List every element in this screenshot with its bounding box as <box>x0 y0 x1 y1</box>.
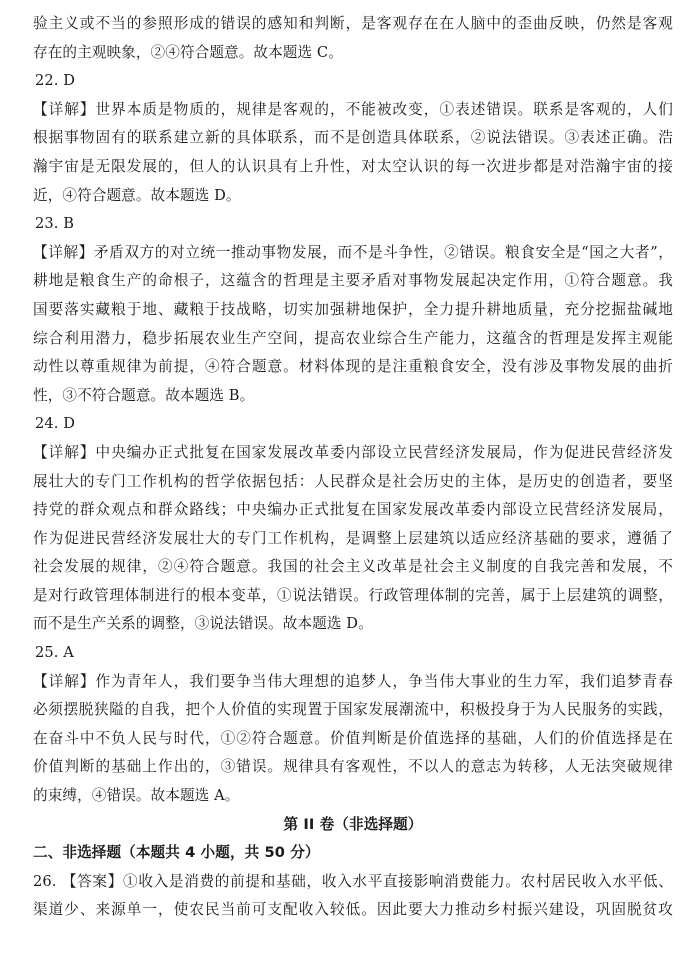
paragraph-line: 综合利用潜力，稳步拓展农业生产空间，提高农业综合生产能力，这蕴含的哲理是发挥主观能 <box>33 329 673 347</box>
question-number: 22. D <box>35 72 76 90</box>
subsection-heading: 二、非选择题（本题共 4 小题，共 50 分） <box>33 844 320 862</box>
paragraph-line: 【详解】中央编办正式批复在国家发展改革委内部设立民营经济发展局，作为促进民营经济发 <box>33 443 673 461</box>
paragraph-line: 国要落实藏粮于地、藏粮于技战略，切实加强耕地保护，全力提升耕地质量，充分挖掘盐碱地 <box>33 300 673 318</box>
paragraph-line: 耕地是粮食生产的命根子，这蕴含的哲理是主要矛盾对事物发展起决定作用，①符合题意。我 <box>33 272 673 290</box>
paragraph-line-end: 存在的主观映象，②④符合题意。故本题选 C。 <box>33 43 343 61</box>
paragraph-line: 26. 【答案】①收入是消费的前提和基础，收入水平直接影响消费能力。农村居民收入水平低、 <box>33 872 673 890</box>
document-page <box>33 10 673 925</box>
paragraph-line: 价值判断的基础上作出的，③错误。规律具有客观性，不以人的意志为转移，人无法突破规律 <box>33 758 673 776</box>
section-title: 第 II 卷（非选择题） <box>283 815 423 833</box>
paragraph-line: 瀚宇宙是无限发展的，但人的认识具有上升性，对太空认识的每一次进步都是对浩瀚宇宙的接 <box>33 157 673 175</box>
question-number: 24. D <box>35 415 76 433</box>
paragraph-line-end: 近，④符合题意。故本题选 D。 <box>33 186 241 204</box>
paragraph-line: 持党的群众观点和群众路线；中央编办正式批复在国家发展改革委内部设立民营经济发展局， <box>33 501 673 519</box>
question-number: 23. B <box>35 215 75 233</box>
paragraph-line-end: 的束缚，④错误。故本题选 A。 <box>33 787 240 805</box>
paragraph-line: 动性以尊重规律为前提，④符合题意。材料体现的是注重粮食安全，没有涉及事物发展的曲折 <box>33 358 673 376</box>
paragraph-line: 必须摆脱狭隘的自我，把个人价值的实现置于国家发展潮流中，积极投身于为人民服务的实践， <box>33 701 673 719</box>
paragraph-line: 渠道少、来源单一，使农民当前可支配收入较低。因此要大力推动乡村振兴建设，巩固脱贫攻 <box>33 901 673 919</box>
paragraph-line-end: 性，③不符合题意。故本题选 B。 <box>33 386 255 404</box>
paragraph-line: 作为促进民营经济发展壮大的专门工作机构，是调整上层建筑以适应经济基础的要求，遵循了 <box>33 529 673 547</box>
paragraph-line: 根据事物固有的联系建立新的具体联系，而不是创造具体联系，②说法错误。③表述正确。浩 <box>33 129 673 147</box>
paragraph-line: 【详解】世界本质是物质的，规律是客观的，不能被改变，①表述错误。联系是客观的，人们 <box>33 100 673 118</box>
paragraph-line: 社会发展的规律，②④符合题意。我国的社会主义改革是社会主义制度的自我完善和发展，不 <box>33 558 673 576</box>
paragraph-line: 展壮大的专门工作机构的哲学依据包括：人民群众是社会历史的主体，是历史的创造者，要坚 <box>33 472 673 490</box>
paragraph-line: 在奋斗中不负人民与时代，①②符合题意。价值判断是价值选择的基础，人们的价值选择是在 <box>33 729 673 747</box>
question-number: 25. A <box>35 644 74 662</box>
paragraph-line: 【详解】矛盾双方的对立统一推动事物发展，而不是斗争性，②错误。粮食安全是“国之大者”， <box>33 243 673 261</box>
paragraph-line: 【详解】作为青年人，我们要争当伟大理想的追梦人，争当伟大事业的生力军，我们追梦青春 <box>33 672 673 690</box>
paragraph-line: 验主义或不当的参照形成的错误的感知和判断，是客观存在在人脑中的歪曲反映，仍然是客观 <box>33 15 673 32</box>
paragraph-line-end: 而不是生产关系的调整，③说法错误。故本题选 D。 <box>33 615 373 633</box>
paragraph-line: 是对行政管理体制进行的根本变革，①说法错误。行政管理体制的完善，属于上层建筑的调整， <box>33 586 673 604</box>
